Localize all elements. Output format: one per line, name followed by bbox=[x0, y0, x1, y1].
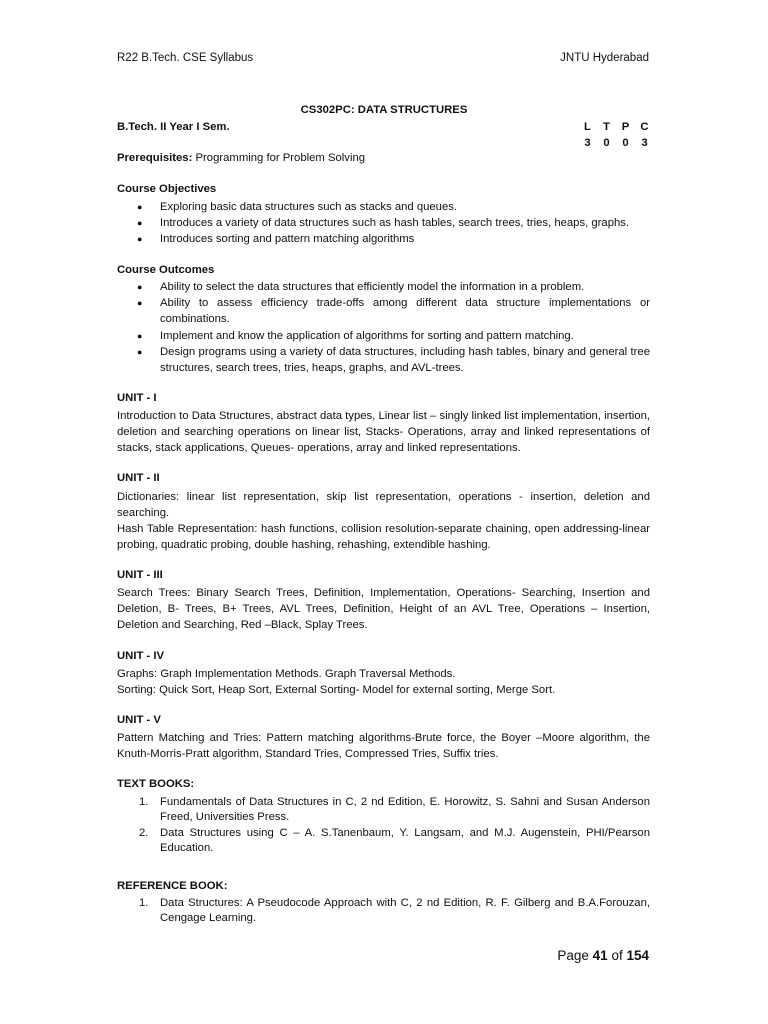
list-item: ● Design programs using a variety of data structures, including hash tables, binary and general tree structures, search trees, tries, heaps, graphs, and AVL-trees. bbox=[117, 344, 650, 376]
unit-4-text-1: Graphs: Graph Implementation Methods. Graph Traversal Methods. bbox=[117, 668, 456, 680]
ltpc-value-t: 0 bbox=[603, 137, 610, 149]
page-prefix: Page bbox=[557, 948, 589, 963]
references-heading: REFERENCE BOOK: bbox=[117, 880, 228, 892]
header-left: R22 B.Tech. CSE Syllabus bbox=[117, 52, 254, 64]
course-year: B.Tech. II Year I Sem. bbox=[117, 121, 230, 133]
unit-5-text: Pattern Matching and Tries: Pattern matching algorithms-Brute force, the Boyer –Moore algorithm, the Knuth-Morris-Pratt algorithm, Standard Tries, Compressed Tries, Suffix tries. bbox=[117, 732, 650, 761]
page-number-footer bbox=[557, 948, 649, 963]
ltpc-value-c: 3 bbox=[641, 137, 648, 149]
objectives-heading: Course Objectives bbox=[117, 183, 217, 195]
list-item: ● Introduces a variety of data structures such as hash tables, search trees, tries, heaps, graphs. bbox=[117, 215, 650, 231]
ltpc-label-l: L bbox=[584, 121, 591, 133]
list-number: 1. bbox=[139, 796, 149, 808]
unit-2-text-2: Hash Table Representation: hash functions, collision resolution-separate chaining, open addressing-linear probing, quadratic probing, double hashing, rehashing, extendible hashing. bbox=[117, 523, 650, 552]
objectives-list bbox=[117, 199, 650, 248]
ltpc-value-l: 3 bbox=[584, 137, 591, 149]
prereq-value: Programming for Problem Solving bbox=[195, 152, 366, 164]
unit-3-text: Search Trees: Binary Search Trees, Definition, Implementation, Operations- Searching, Insertion and Deletion, B- Trees, B+ Trees, AVL Trees, Definition, Height of an AVL Tree, Operations – Insertion, Deletion and Searching, Red –Black, Splay Trees. bbox=[117, 587, 650, 632]
page-total: 154 bbox=[626, 948, 649, 963]
list-text: Data Structures: A Pseudocode Approach with C, 2 nd Edition, R. F. Gilberg and B.A.Forouzan, Cengage Learning. bbox=[160, 897, 650, 924]
prereq-label: Prerequisites: bbox=[117, 152, 193, 164]
ltpc-label-c: C bbox=[640, 121, 649, 133]
references-list bbox=[117, 896, 650, 927]
textbooks-list bbox=[117, 795, 650, 857]
list-number: 2. bbox=[139, 827, 149, 839]
page-number: 41 bbox=[592, 948, 608, 963]
header-right: JNTU Hyderabad bbox=[560, 52, 649, 64]
unit-2-text-1: Dictionaries: linear list representation, skip list representation, operations - insertion, deletion and searching. bbox=[117, 491, 650, 520]
page-of: of bbox=[611, 948, 623, 963]
list-item: ● Exploring basic data structures such as stacks and queues. bbox=[117, 199, 650, 215]
ltpc-label-t: T bbox=[603, 121, 610, 133]
list-item bbox=[117, 795, 650, 825]
textbooks-heading: TEXT BOOKS: bbox=[117, 778, 195, 790]
unit-1-text: Introduction to Data Structures, abstract data types, Linear list – singly linked list implementation, insertion, deletion and searching operations on linear list, Stacks- Operations, array and linked representations of stacks, stack applications, Queues- operations, array and linked representations. bbox=[117, 410, 650, 455]
prerequisites bbox=[117, 152, 365, 164]
list-item: ● Implement and know the application of algorithms for sorting and pattern matching. bbox=[117, 328, 650, 344]
list-item: ● Ability to assess efficiency trade-offs among different data structure implementations or combinations. bbox=[117, 295, 650, 327]
list-number: 1. bbox=[139, 897, 149, 909]
list-item: ● Ability to select the data structures that efficiently model the information in a problem. bbox=[117, 279, 650, 295]
unit-5-heading: UNIT - V bbox=[117, 714, 161, 726]
ltpc-value-p: 0 bbox=[622, 137, 629, 149]
unit-3-heading: UNIT - III bbox=[117, 569, 163, 581]
unit-4-text-2: Sorting: Quick Sort, Heap Sort, External Sorting- Model for external sorting, Merge Sort. bbox=[117, 684, 556, 696]
course-title: CS302PC: DATA STRUCTURES bbox=[300, 104, 468, 116]
unit-2-heading: UNIT - II bbox=[117, 472, 160, 484]
unit-4-heading: UNIT - IV bbox=[117, 650, 165, 662]
list-item bbox=[117, 896, 650, 926]
list-text: Fundamentals of Data Structures in C, 2 nd Edition, E. Horowitz, S. Sahni and Susan Anderson Freed, Universities Press. bbox=[160, 796, 650, 823]
ltpc-values bbox=[578, 137, 654, 149]
ltpc-labels bbox=[578, 121, 654, 133]
outcomes-list bbox=[117, 279, 650, 376]
outcomes-heading: Course Outcomes bbox=[117, 264, 215, 276]
unit-1-heading: UNIT - I bbox=[117, 392, 157, 404]
ltpc-label-p: P bbox=[621, 121, 630, 133]
list-item bbox=[117, 826, 650, 856]
list-text: Data Structures using C – A. S.Tanenbaum, Y. Langsam, and M.J. Augenstein, PHI/Pearson Education. bbox=[160, 827, 650, 854]
list-item: ● Introduces sorting and pattern matching algorithms bbox=[117, 231, 650, 247]
